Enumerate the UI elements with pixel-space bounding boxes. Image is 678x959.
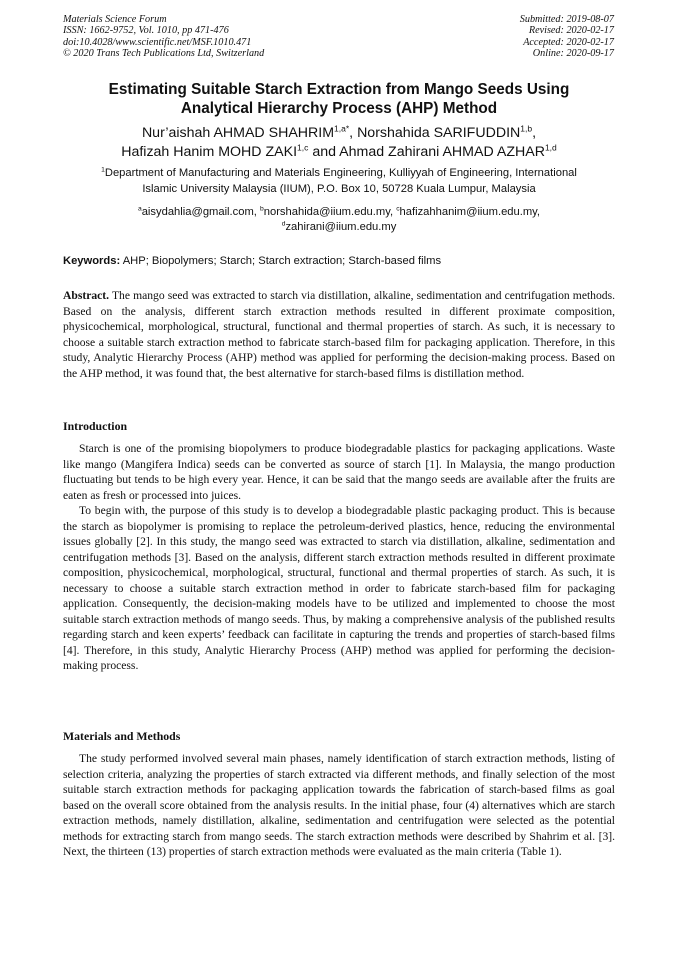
author-line-1: [63, 124, 615, 143]
email-b[interactable]: norshahida@iium.edu.my,: [263, 206, 397, 218]
introduction-paragraph-1: Starch is one of the promising biopolymers to produce biodegradable plastics for packaging applications. Waste like mango (Mangifera Indica) seeds can be converted as source of starch [1]. In Malaysia, the mango production fluctuating but tends to be high every year. Hence, it can be said that the mango seeds are available after the fruits are eaten as fresh or processed into juices.: [63, 442, 615, 502]
emails-line-1: [63, 205, 615, 220]
author-1-marker: 1,a*: [334, 123, 350, 134]
affiliation-line-2: Islamic University Malaysia (IIUM), P.O. Box 10, 50728 Kuala Lumpur, Malaysia: [142, 182, 536, 195]
abstract-label: Abstract.: [63, 289, 110, 302]
author-1: Nur’aishah AHMAD SHAHRIM: [141, 125, 335, 141]
title-line-2: Analytical Hierarchy Process (AHP) Method: [180, 99, 498, 117]
keywords: [63, 254, 615, 269]
author-4: Ahmad Zahirani AHMAD AZHAR: [339, 143, 545, 160]
affiliation: [63, 166, 615, 197]
affiliation-marker: 1: [101, 166, 105, 174]
introduction-body: [63, 441, 615, 674]
email-marker: d: [281, 220, 286, 228]
methods-paragraph-1: The study performed involved several main phases, namely identification of starch extraction methods, listing of selection criteria, analyzing the properties of starch extracted via different methods, and finally selection of the most suitable starch extraction methods for packaging application towards the fabrication of starch-based films as goal based on the overall score obtained from the analysis results. In the initial phase, four (4) alternatives which are starch extraction methods, namely distillation, alkaline, sedimentation and centrifugation were selected as the potential methods for extracting starch from mango seeds. The starch extraction methods were described by Shahrim et al. [3]. Next, the thirteen (13) properties of starch extraction methods were evaluated as the main criteria (Table 1).: [63, 752, 615, 858]
journal-info: [63, 14, 264, 59]
paper-title: [63, 81, 615, 118]
methods-heading: Materials and Methods: [63, 729, 181, 743]
methods-body: [63, 751, 615, 860]
keywords-label: Keywords:: [63, 255, 121, 267]
introduction-heading: Introduction: [63, 419, 128, 433]
email-marker: a: [137, 205, 142, 213]
keywords-text: AHP; Biopolymers; Starch; Starch extraction; Starch-based films: [120, 255, 442, 267]
author-list: [63, 124, 615, 161]
author-2-marker: 1,b: [520, 123, 533, 134]
abstract-text: The mango seed was extracted to starch via distillation, alkaline, sedimentation and centrifugation methods. Based on the analysis, different starch extraction methods resulted in different proximate composition, physicochemical, morphological, structural, functional and thermal properties of starch. As such, it is necessary to choose a suitable starch extraction method to fabricate starch-based film for packaging application. Therefore, in this study, Analytic Hierarchy Process (AHP) method was applied for performing the decision-making process. Based on the AHP method, it was found that, the best alternative for starch-based films is distillation method.: [63, 289, 615, 380]
author-emails: [63, 205, 615, 236]
journal-doi: doi:10.4028/www.scientific.net/MSF.1010.471: [63, 36, 252, 48]
affiliation-text-1: Department of Manufacturing and Materials Engineering, Kulliyyah of Engineering, International: [104, 167, 577, 179]
journal-copyright: © 2020 Trans Tech Publications Ltd, Switzerland: [63, 47, 265, 59]
author-separator: ,: [532, 125, 537, 141]
author-3-marker: 1,c: [297, 141, 309, 152]
abstract: [63, 288, 615, 381]
email-c[interactable]: hafizahhanim@iium.edu.my,: [399, 206, 541, 218]
affiliation-line-1: [63, 166, 615, 182]
journal-name: Materials Science Forum: [63, 14, 167, 25]
title-line-1: Estimating Suitable Starch Extraction from Mango Seeds Using: [108, 81, 570, 98]
author-3: Hafizah Hanim MOHD ZAKI: [121, 143, 298, 160]
email-d[interactable]: zahirani@iium.edu.my: [285, 221, 397, 234]
author-4-marker: 1,d: [544, 141, 557, 152]
email-a[interactable]: aisydahlia@gmail.com,: [141, 206, 261, 218]
email-marker: b: [260, 205, 264, 213]
author-2: Norshahida SARIFUDDIN: [357, 125, 521, 141]
author-separator: ,: [349, 125, 358, 141]
author-separator: and: [308, 143, 340, 160]
author-line-2: [63, 143, 615, 162]
date-revised: Revised: 2020-02-17: [528, 25, 614, 37]
date-online: Online: 2020-09-17: [532, 47, 614, 59]
publication-dates: [520, 14, 614, 59]
introduction-paragraph-2: To begin with, the purpose of this study is to develop a biodegradable plastic packaging product. This is because the starch as biopolymer is promising to replace the petroleum-derived plastics, hence, reducing the environmental issues globally [2]. In this study, the mango seed was extracted to starch via distillation, alkaline, sedimentation and centrifugation methods [3]. Based on the analysis, different starch extraction methods resulted in different proximate composition, physicochemical, morphological, structural, functional and thermal properties of starch. As such, it is necessary to choose a suitable starch extraction method in order to fabricate starch-based film for packaging application. Consequently, the decision-making models have to be utilized and implemented to choose the most suitable starch extraction methods of mango seeds. Thus, by making a comprehensive analysis of the published results regarding starch and keen experts’ feedback can facilitate in capturing the trends and properties of starch-based films [4]. Therefore, in this study, Analytic Hierarchy Process (AHP) method was applied for performing the decision-making process.: [63, 504, 615, 672]
emails-line-2: [63, 220, 615, 235]
date-submitted: Submitted: 2019-08-07: [519, 14, 614, 25]
journal-issn: ISSN: 1662-9752, Vol. 1010, pp 471-476: [63, 25, 229, 37]
date-accepted: Accepted: 2020-02-17: [523, 36, 614, 48]
email-marker: c: [396, 205, 400, 213]
